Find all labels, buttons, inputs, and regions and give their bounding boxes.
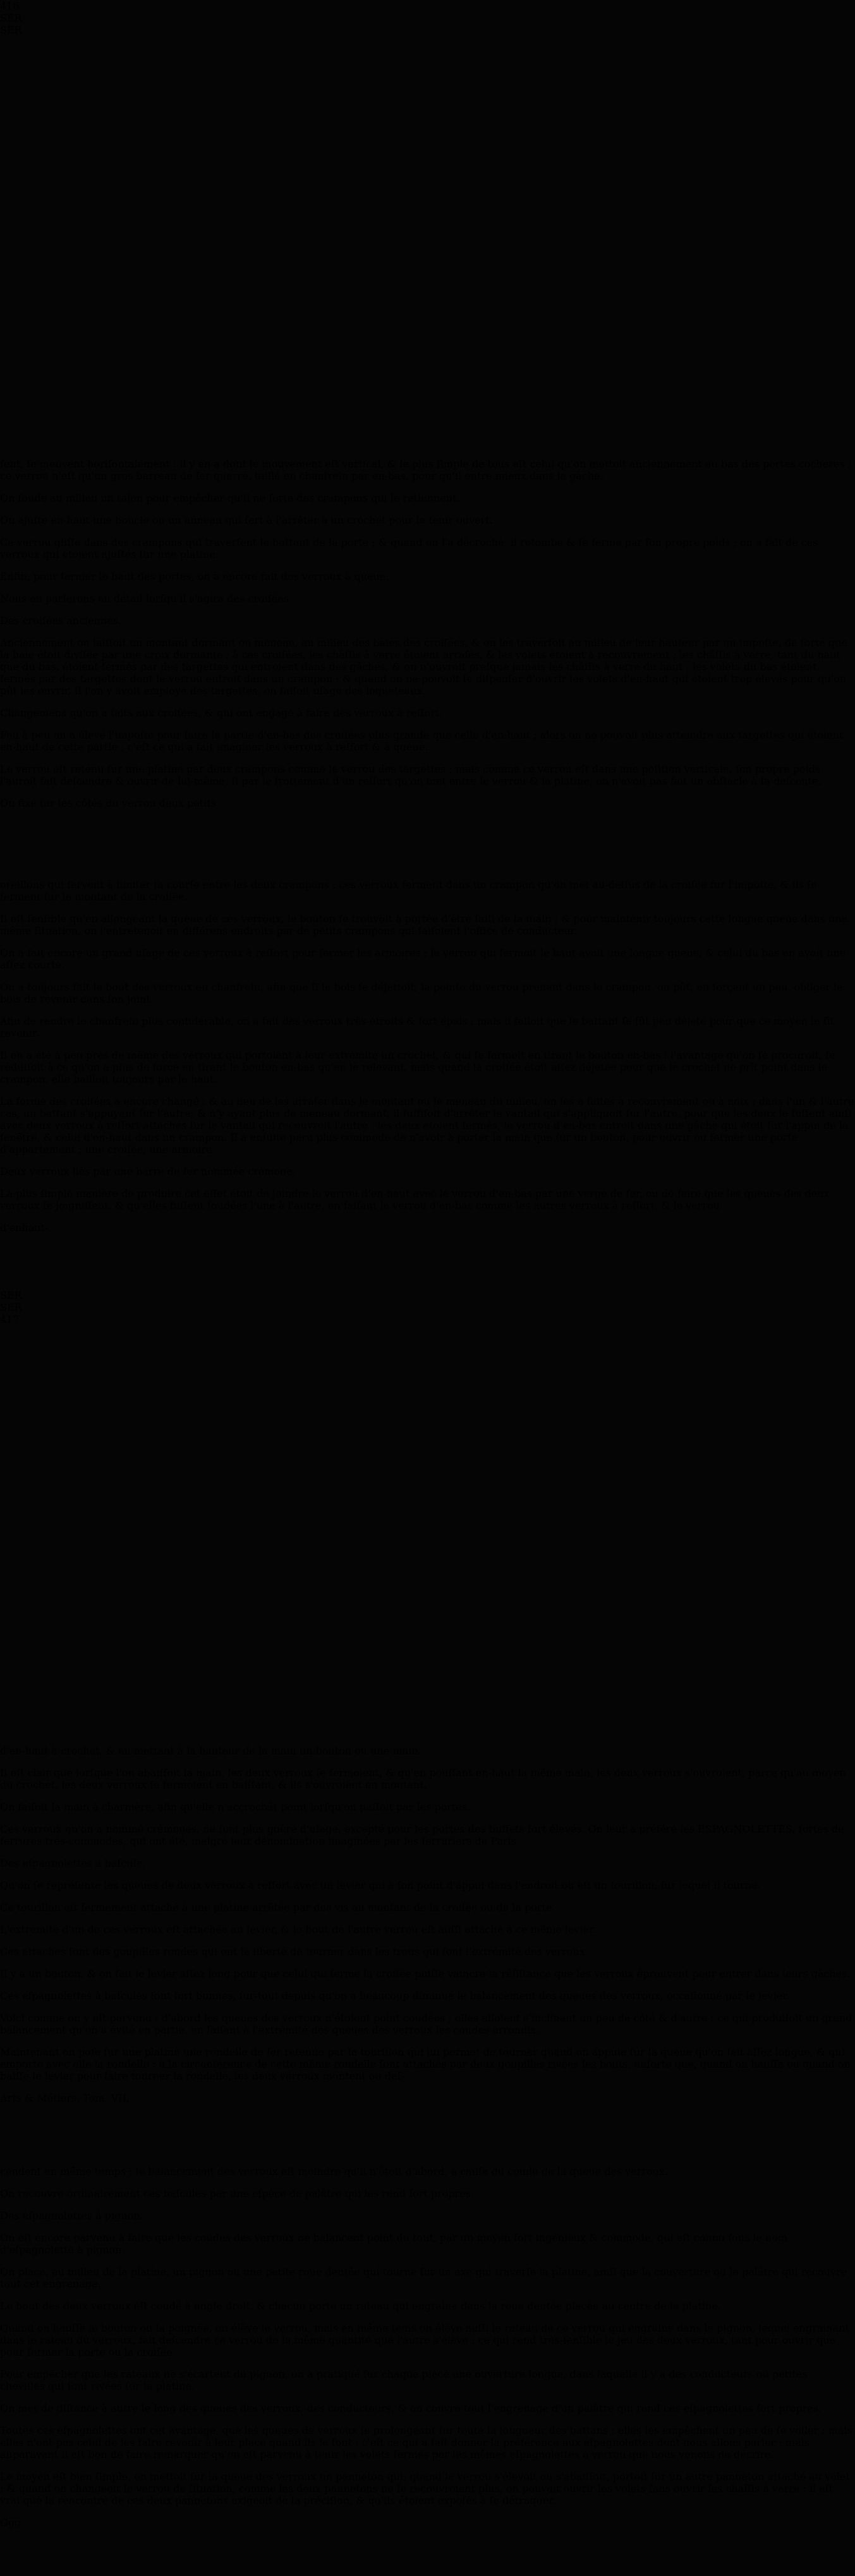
running-title-right-col2: SER: [0, 1301, 22, 1313]
page-number-right: 417: [0, 1313, 20, 1325]
paragraph: Anciennement on laiſſoit un montant dormant ou meneau, au milieu des baies des croiſées, & on les traverſoit au milieu de leur hauteur par un impoſte, de ſorte que la baie étoit diviſée par une croix dormante ; à ces croiſées, les châſſis à verre étoient arraſés, & les volets étoient à recouvrement ; les châſſis à verre, tant du haut que du bas, étoient fermés par des targettes qui entroient dans des gâches, & on n'ouvroit preſque jamais les châſſis à verre du haut ; les volets du bas étoient fermés par des targettes dont le verrou entroit dans un crampon ; & quand on ne pouvoit ſe diſpenſer d'ouvrir les volets d'en-haut qui étoient trop élevés pour qu'on pût les ouvrir, ſi l'on y avoit employé des targettes, on faiſoit uſage des loqueteaux.: [0, 637, 847, 697]
paragraph: On a fait encore un grand uſage de ces verroux à reſſort pour fermer les armoires ; le verrou qui fermoit le haut avoit une longue queue, & celui du bas en avoit une aſſez courte.: [0, 947, 846, 971]
paragraph: Le verrou eſt retenu ſur une platine par deux crampons comme le verrou des targettes ; mais comme ce verrou eſt dans une poſition verticale, ſon propre poids l'auroit fait deſcendre & ouvrir de lui-même, ſi par le frottement d'un reſſort qu'on met entre le verrou & la platine, on n'avoit pas fait un obſtacle à ſa deſcente.: [0, 763, 822, 787]
paragraph: On place, au milieu de la platine, un pignon ou une petite roue dentée qui tourne ſur un axe qui traverſe la platine, ainſi que la couverture ou le palâtre qui recouvre tout cet engrenage.: [0, 2266, 847, 2290]
text-column-4: [0, 2165, 855, 2576]
paragraph: Il eſt clair que lorſque l'on abaiſſoit la main, les deux verroux ſe fermoient, & qu'en pouſſant en-haut la même main, les deux verroux s'ouvroient, parce qu'au moyen du crochet, les deux verroux ſe fermoient en baiſſant, & ils s'ouvroient en montant.: [0, 1767, 846, 1791]
paragraph: On ajuſte en-haut une boucle ou un anneau qui ſert à l'arrêter à un crochet pour le tenir ouvert.: [0, 514, 493, 526]
paragraph: Il y a un bouton, & on fait le levier aſſez long pour que celui qui ferme la croiſée puiſſe vaincre la réſiſtance que les verroux éprouvent pour entrer dans leurs gâches.: [0, 1968, 851, 1980]
paragraph: Peu à peu on a élevé l'impoſte pour faire la partie d'en-bas des croiſées plus grande que celle d'en-haut ; alors on ne pouvoit plus atteindre aux targettes qui étoient en-haut de cette partie ; c'eſt ce qui a fait imaginer les verroux à reſſort & à queue.: [0, 729, 844, 753]
paragraph: On a toujours fait le bout des verroux en chanfrein, afin que ſi le bois ſe déjettoit, la pointe du verrou prenant dans le crampon, on pût, en forçant un peu, obliger le bois de revenir dans ſon joint.: [0, 981, 843, 1005]
paragraph: Ces eſpagnolettes à baſcules ſont fort bonnes, ſur-tout depuis qu'on a beaucoup diminué le balancement des queues des verroux, occaſionné par le levier.: [0, 1990, 790, 2002]
right-page: [0, 1289, 855, 2576]
paragraph: La forme des croiſées a encore changé ; & au lieu de les arraſer dans le montant ou le meneau du milieu, on les a faites à recouvrement ou à noix ; dans l'un & l'autre cas, un battant s'appuyant ſur l'autre, & n'y ayant plus de meneau dormant, il ſuffiſoit d'arrêter le vantail qui s'appliquoit ſur l'autre, pour que les deux le fuſſent ainſi avec deux verroux à reſſort attachés ſur le vantail qui recouvroit l'autre : les deux étoient fermés, le verrou d'en-bas entroit dans une gâche qui étoit ſur l'appui de la fenêtre, & celui d'en-haut dans un crampon. Il a enſuite paru plus commode de n'avoir à porter la main que ſur un bouton, pour ouvrir ou fermer une porte d'appartement ; une croiſée, une armoire.: [0, 1095, 854, 1155]
paragraph: On ſoude au milieu un talon pour empêcher qu'il ne ſorte des crampons qui le retiennent.: [0, 492, 460, 504]
running-title-right-col1: SER: [0, 1289, 22, 1301]
paragraph: Maintenant on poſe ſur une platine une rondelle de fer retenue par le tourillon qui lui permet de tourner quand on appuie ſur la queue qu'on fait aſſez longue, & qui emporte avec elle la rondelle : à la circonférence de cette même rondelle ſont attachés par deux goupilles rivées les bouts, enſorte que, quand on hauſſe ou quand on baiſſe le levier pour faire tourner la rondelle, les deux verroux montent ou deſ-: [0, 2046, 851, 2082]
section-heading: Changemens qu'on a faits aux croiſées, & qui ont engagé à faire des verroux à reſſort.: [0, 707, 443, 719]
text-column-1: [0, 458, 855, 869]
paragraph: On met de diſtance à autre le long des queues des verroux, des conducteurs, & on couvre tout l'engrenage d'un palâtre qui rend ces eſpagnolettes fort propres.: [0, 2402, 822, 2414]
text-column-3: [0, 1745, 855, 2155]
paragraph: Ces attaches ſont des goupilles rondes qui ont la liberté de tourner dans les trous qui ſont l'extrémité des verroux.: [0, 1946, 588, 1958]
paragraph: L'extrémité d'un de ces verroux eſt attachée au levier, & le bout de l'autre verrou eſt auſſi attaché à ce même levier.: [0, 1923, 596, 1935]
section-heading: Deux verroux liés par une barre de fer nommée crémone.: [0, 1165, 296, 1177]
paragraph: oreillons qui ſervent à limiter ſa courſe entre les deux crampons ; ces verroux ferment dans un crampon qu'on met au-deſſus de la croiſée ſur l'impoſte, & ils ſe ferment ſur le montant de la croiſée.: [0, 879, 817, 903]
running-title-left-col1: SER: [0, 12, 22, 24]
paragraph: On eſt encore parvenu à faire que les coudes des verroux ne balancent point du tout, par un moyen fort ingénieux & commode, qui eſt connu ſous le nom d'eſpagnolette à pignon.: [0, 2232, 788, 2256]
text-column-2: [0, 879, 855, 1289]
section-heading: Des eſpagnolettes à pignon.: [0, 2210, 143, 2222]
paragraph: Voici comme on y eſt parvenu : d'abord les queues des verroux n'étoient point coudées ; elles alloient s'inclinant un peu de côté & d'autre : ce qui produiſoit un grand balancement qu'on a évité en partie, en faiſant à l'extrémité des queues des verroux les coudes arrondis.: [0, 2012, 852, 2036]
paragraph: Ce tourillon eſt fermement attaché à une platine arrêtée par des vis au montant de la croiſée ou de la porte.: [0, 1901, 555, 1913]
paragraph: Enfin, pour fermer le haut des portes, on a encore fait des verroux à queue.: [0, 570, 389, 582]
paragraph: Afin de rendre le chanfrein plus conſidérable, on a fait des verroux très-étroits & fort épais ; mais il falloit que le battant ſe fût peu déjeté pour que ce moyen le fît revenir.: [0, 1015, 835, 1039]
section-heading: Des croiſées anciennes.: [0, 615, 121, 627]
paragraph: ſent, ſe meuvent horiſontalement : il y en a dont le mouvement eſt vertical, & le plus ſimple de tous eſt celui qu'on mettoit anciennement au bas des portes cocheres ; ce verrou n'eſt qu'un gros barreau de fer quarré, taillé en chanfrein par en-bas, pour qu'il entre mieux dans la gâche.: [0, 458, 851, 482]
paragraph: On recouvre ordinairement ces baſcules par une eſpèce de palâtre qui les rend fort propres.: [0, 2188, 474, 2200]
paragraph: Toutes ces eſpagnolettes ont cet avantage, que les queues de verroux ſe prolongeant ſur toute la longueur des battans ; elles les empêchent un peu de ſe voiler ; mais elles n'ont pas celui de les faire revenir à leur place quand ils le ſont : c'eſt ce qui a fait donner la préférence aux eſpagnolettes dont nous allons parler ; mais auparavant il eſt bon de faire remarquer qu'on eſt parvenu à tenir les volets fermés par les mêmes eſpagnolettes à verrou que nous venons de décrire.: [0, 2424, 852, 2460]
paragraph: Quand on hauſſe le bouton ou la poignée, on élève le verrou, mais en même tems on élève auſſi le rateau de ce verrou qui engraine dans le pignon, lequel engrainant dans le rateau du verroux, fait deſcendre ce verrou de la même quantité que l'autre s'élève : ce qui rend très-ſenſible le jeu des deux verroux, tant pour ouvrir que pour fermer la porte ou la croiſée.: [0, 2322, 849, 2358]
paragraph: Ce verrou gliſſe dans des crampons qui traverſent le battant de la porte ; & quand on l'a décroché, il retombe & ſe ferme par ſon propre poids ; on a fait de ces verroux qui étoient ajuſtés ſur une platine.: [0, 536, 818, 560]
gathering-mark: Ggg: [0, 2517, 21, 2529]
paragraph: Il en a été à peu près de même des verroux qui portoient à leur extrémité un crochet, & qui ſe fermoit en tirant le bouton en-bas : l'avantage qu'on ſe procuroit, ſe réduiſoit à ce qu'on a plus de force en tirant le bouton en-bas qu'en le relevant, mais quand la croiſée étoit aſſez déjetée pour que le crochet ne prît point dans le crampon, elle bailloit toujours par le haut.: [0, 1049, 835, 1085]
paragraph: Nous en parlerons en détail lorſqu'il s'agira des croiſées.: [0, 593, 292, 605]
signature-line: Arts & Métiers. Tom. VII,: [0, 2092, 130, 2104]
paragraph: Le bout des deux verroux eſt coudé à angle droit, & chacun porte un rateau qui engraine dans la roue dentée placée au centre de la platine.: [0, 2300, 721, 2312]
paragraph: La plus ſimple manière de produire cet effet étoit de joindre le verrou d'en-haut avec le verrou d'en-bas par une verge de fer, ou de faire que les queues des deux verroux ſe joigniſſent, & qu'elles fuſſent ſoudées l'une à l'autre, en faiſant le verrou d'en-bas comme les autres verroux à reſſort, & le verrou: [0, 1188, 830, 1212]
section-heading: Des eſpagnolettes à baſcule.: [0, 1857, 146, 1869]
running-title-left-col2: SER: [0, 24, 22, 36]
book-cover: [59, 8, 851, 514]
paragraph: cendent en même temps ; le balancement des verroux eſt moindre qu'il n'étoit d'abord, à cauſe du coude de la queue des verroux.: [0, 2165, 669, 2177]
paragraph: Il eſt ſenſible qu'en allongeant la queue de ces verroux, le bouton ſe trouvoit à portée d'être ſaiſi de la main ; & pour maintenir toujours cette longue queue dans une même ſituation, on l'entretenoit en différens endroits par de petits crampons qui faiſoient l'office de conducteur.: [0, 913, 848, 937]
column-rule: [0, 1325, 855, 1735]
paragraph: On fixe ſur les côtés du verrou deux petits: [0, 797, 216, 809]
paragraph: Le moyen eſt bien ſimple, on mettoit ſur la queue des verroux un panneton qui, quand le verrou s'élevoit ou s'abaiſſoit, portoit ſur un autre panneton attaché au volet ; & quand on changeoit le verrou de ſituation, comme les deux pannetons ne ſe recouvroient plus, on pouvoit ouvrir les volets ſans ouvrir les chaſſis à verre : il eſt vrai que la rencontre de ces deux pannetons exigeoit de la préciſion, & qu'ils étoient expoſés à ſe détraquer.: [0, 2471, 850, 2507]
catchword: d'enhaut-: [0, 1222, 49, 1234]
paragraph: On faiſoit la main à charnière, afin qu'elle n'accrochât point lorſqu'on paſſoit par les portes.: [0, 1801, 471, 1813]
paragraph: Qu'on ſe repréſente les queues de deux verroux à reſſort avec un levier qui a ſon point d'appui dans l'endroit où eſt un tourillon, ſur lequel il tourne.: [0, 1879, 761, 1891]
paragraph: Pour empêcher que les rateaux ne s'écartent du pignon, on a pratiqué ſur chaque pièce une ouverture longue, dans laquelle il y a des conducteurs ou petites chevilles qui ſont rivées ſur la platine.: [0, 2368, 808, 2392]
page-number-left: 416: [0, 0, 20, 12]
paragraph: d'en-haut à crochet, & en mettant à la hauteur de la main un bouton ou une main.: [0, 1745, 421, 1757]
paragraph: Ces verroux qu'on a nommé crémones, ne ſont plus guère d'uſage, excepté pour les portes des buffets fort élevés. On leur a préféré les ESPAGNOLETTES, ſortes de ferrures très-commodes, qui ont été, malgré leur dénomination imaginées par les ſerruriers de Paris.: [0, 1823, 844, 1847]
